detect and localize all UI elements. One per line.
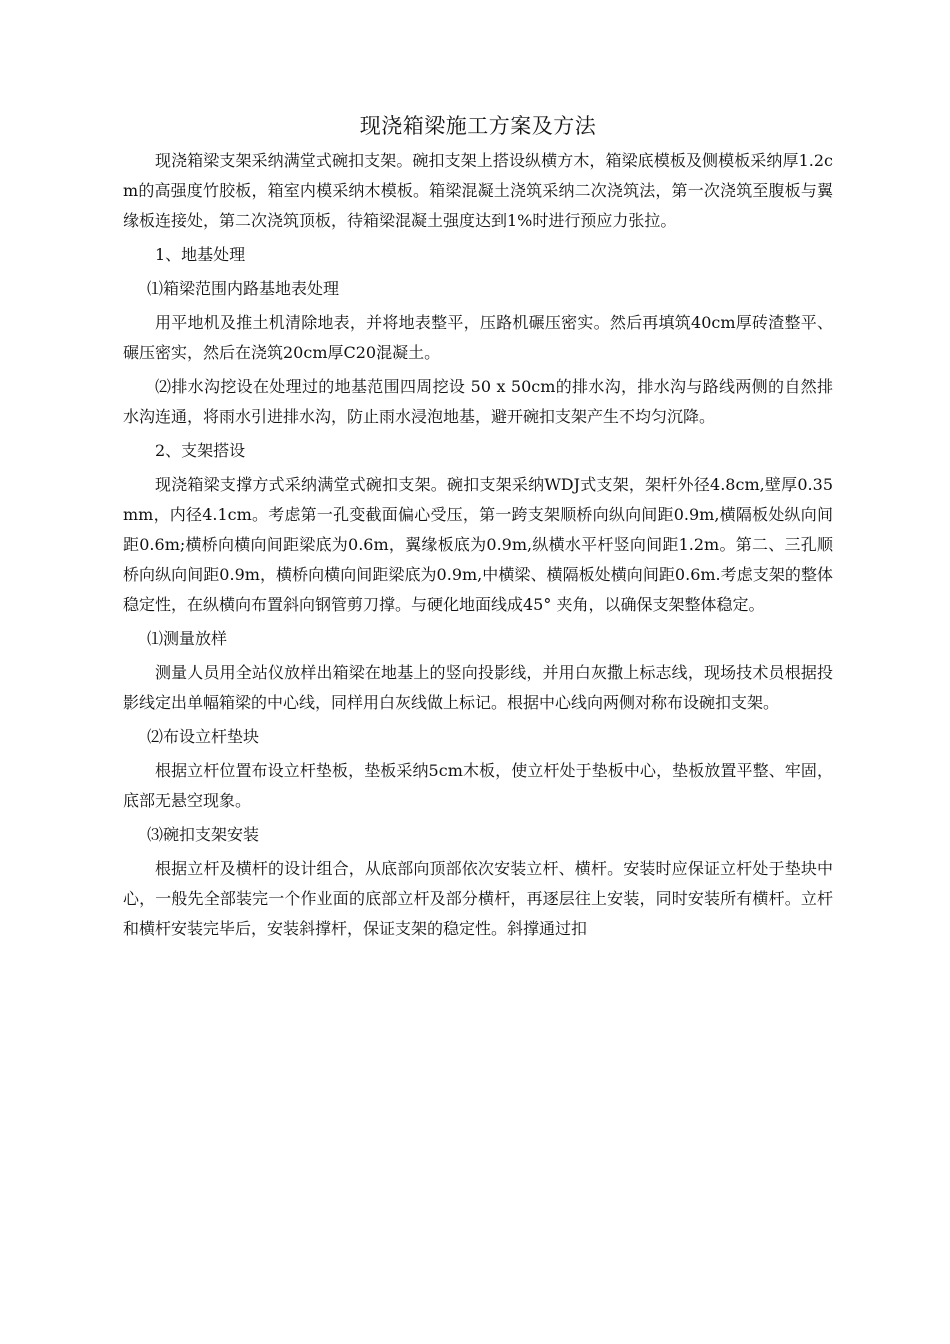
document-body xyxy=(123,108,833,948)
section-2-sub-3-paragraph: 根据立杆及横杆的设计组合，从底部向顶部依次安装立杆、横杆。安装时应保证立杆处于垫块中心，一般先全部装完一个作业面的底部立杆及部分横杆，再逐层往上安装，同时安装所有横杆。立杆和横杆安装完毕后，安装斜撑杆，保证支架的稳定性。斜撑通过扣 xyxy=(123,859,833,938)
section-2-sub-1-heading: ⑴测量放样 xyxy=(147,629,228,648)
section-2-sub-1-paragraph: 测量人员用全站仪放样出箱梁在地基上的竖向投影线，并用白灰撒上标志线，现场技术员根据投影线定出单幅箱梁的中心线，同样用白灰线做上标记。根据中心线向两侧对称布设碗扣支架。 xyxy=(123,663,833,712)
section-1-sub-2-paragraph: ⑵排水沟挖设在处理过的地基范围四周挖设 50 x 50cm的排水沟，排水沟与路线两侧的自然排水沟连通，将雨水引进排水沟，防止雨水浸泡地基，避开碗扣支架产生不均匀沉降。 xyxy=(123,377,833,426)
section-2-heading: 2、支架搭设 xyxy=(155,441,246,460)
section-2-sub-2-paragraph: 根据立杆位置布设立杆垫板，垫板采纳5cm木板，使立杆处于垫板中心，垫板放置平整、牢固，底部无悬空现象。 xyxy=(123,761,833,810)
section-1-sub-1-paragraph: 用平地机及推土机清除地表，并将地表整平，压路机碾压密实。然后再填筑40cm厚砖渣整平、碾压密实，然后在浇筑20cm厚C20混凝土。 xyxy=(123,313,833,362)
section-2-intro-paragraph: 现浇箱梁支撑方式采纳满堂式碗扣支架。碗扣支架采纳WDJ式支架，架杆外径4.8cm,壁厚0.35mm，内径4.1cm。考虑第一孔变截面偏心受压，第一跨支架顺桥向纵向间距0.9m,横隔板处纵向间距0.6m;横桥向横向间距梁底为0.6m，翼缘板底为0.9m,纵横水平杆竖向间距1.2m。第二、三孔顺桥向纵向间距0.9m，横桥向横向间距梁底为0.9m,中横梁、横隔板处横向间距0.6m.考虑支架的整体稳定性，在纵横向布置斜向钢管剪刀撑。与硬化地面线成45° 夹角，以确保支架整体稳定。 xyxy=(123,475,833,614)
section-1-heading: 1、地基处理 xyxy=(155,245,246,264)
section-1-sub-1-heading: ⑴箱梁范围内路基地表处理 xyxy=(147,279,340,298)
section-2-sub-2-heading: ⑵布设立杆垫块 xyxy=(147,727,260,746)
section-2-sub-3-heading: ⑶碗扣支架安装 xyxy=(147,825,260,844)
intro-paragraph: 现浇箱梁支架采纳满堂式碗扣支架。碗扣支架上搭设纵横方木，箱梁底模板及侧模板采纳厚1.2cm的高强度竹胶板，箱室内模采纳木模板。箱梁混凝土浇筑采纳二次浇筑法，第一次浇筑至腹板与翼缘板连接处，第二次浇筑顶板，待箱梁混凝土强度达到1%时进行预应力张拉。 xyxy=(123,151,833,230)
document-title: 现浇箱梁施工方案及方法 xyxy=(359,114,597,138)
